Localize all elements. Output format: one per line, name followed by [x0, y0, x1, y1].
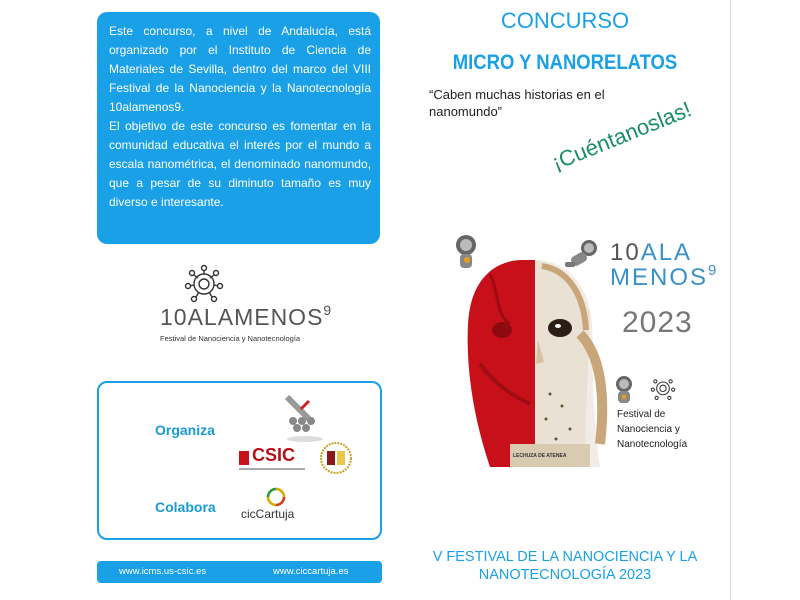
cic-text: cicCartuja	[241, 507, 295, 521]
contest-title: MICRO Y NANORELATOS	[452, 51, 678, 74]
festival-line-1: V FESTIVAL DE LA NANOCIENCIA Y LA	[432, 549, 698, 565]
poster-brand-line-2: MENOS	[610, 264, 709, 291]
festival-footer	[400, 548, 730, 584]
poster-festival-line-2: Nanociencia y	[617, 424, 680, 435]
intro-paragraph-1: Este concurso, a nivel de Andalucía, está organizado por el Instituto de Ciencia de Materiales de Sevilla, dentro del marco del VIII Festival de la Nanociencia y la Nanotecnología 10alamenos9.	[109, 24, 371, 114]
poster-molecule-icon	[649, 375, 677, 403]
link-icms[interactable]: www.icms.us-csic.es	[119, 566, 207, 577]
poster-brand-superscript: 9	[708, 262, 719, 279]
organiza-label: Organiza	[155, 422, 215, 438]
poster-brand-number: 10	[610, 239, 641, 266]
poster-brand	[610, 240, 718, 293]
cover-panel	[400, 0, 730, 600]
poster-year: 2023	[622, 306, 693, 339]
poster-credit: LECHUZA DE ATENEA	[513, 453, 567, 459]
ciccartuja-logo-icon	[241, 487, 311, 521]
astronaut-right-icon	[561, 238, 601, 278]
festival-line-2: NANOTECNOLOGÍA 2023	[478, 567, 652, 583]
concurso-heading: CONCURSO	[500, 8, 630, 33]
poster-brand-line-1: ALA	[640, 239, 693, 266]
organizers-box	[97, 381, 382, 540]
csic-text: CSIC	[252, 445, 296, 465]
colabora-label: Colabora	[155, 499, 216, 515]
csic-logo	[239, 443, 305, 473]
intro-paragraph-2: El objetivo de este concurso es fomentar en la comunidad educativa el interés por el mundo a escala nanométrica, el denominado nanomundo, que a pesar de su diminuto tamaño es muy diverso e interesante.	[109, 119, 371, 209]
slogan: ¡Cuéntanoslas!	[548, 96, 695, 176]
festival-logo	[160, 260, 340, 350]
icms-logo-icon	[283, 395, 327, 443]
astronaut-left-icon	[451, 234, 481, 274]
link-ciccartuja[interactable]: www.ciccartuja.es	[273, 566, 349, 577]
links-bar	[97, 561, 382, 583]
poster-festival-line-3: Nanotecnología	[617, 439, 688, 450]
page-fold-divider	[730, 0, 731, 600]
contest-quote: “Caben muchas historias en el nanomundo”	[429, 87, 605, 119]
intro-box	[97, 12, 380, 244]
logo-wordmark	[160, 304, 332, 331]
poster-festival-line-1: Festival de	[617, 409, 666, 420]
molecule-icon	[182, 264, 226, 306]
astronaut-small-icon	[611, 375, 637, 407]
logo-tagline: Festival de Nanociencia y Nanotecnología	[160, 334, 301, 343]
poster-image	[437, 232, 719, 467]
csic-emblem-icon	[239, 451, 249, 465]
poster-festival-text	[617, 407, 687, 452]
logo-superscript: 9	[323, 302, 333, 318]
logo-number: 10	[160, 304, 188, 330]
logo-text: ALAMENOS	[187, 304, 324, 330]
university-seal-icon	[319, 441, 353, 475]
